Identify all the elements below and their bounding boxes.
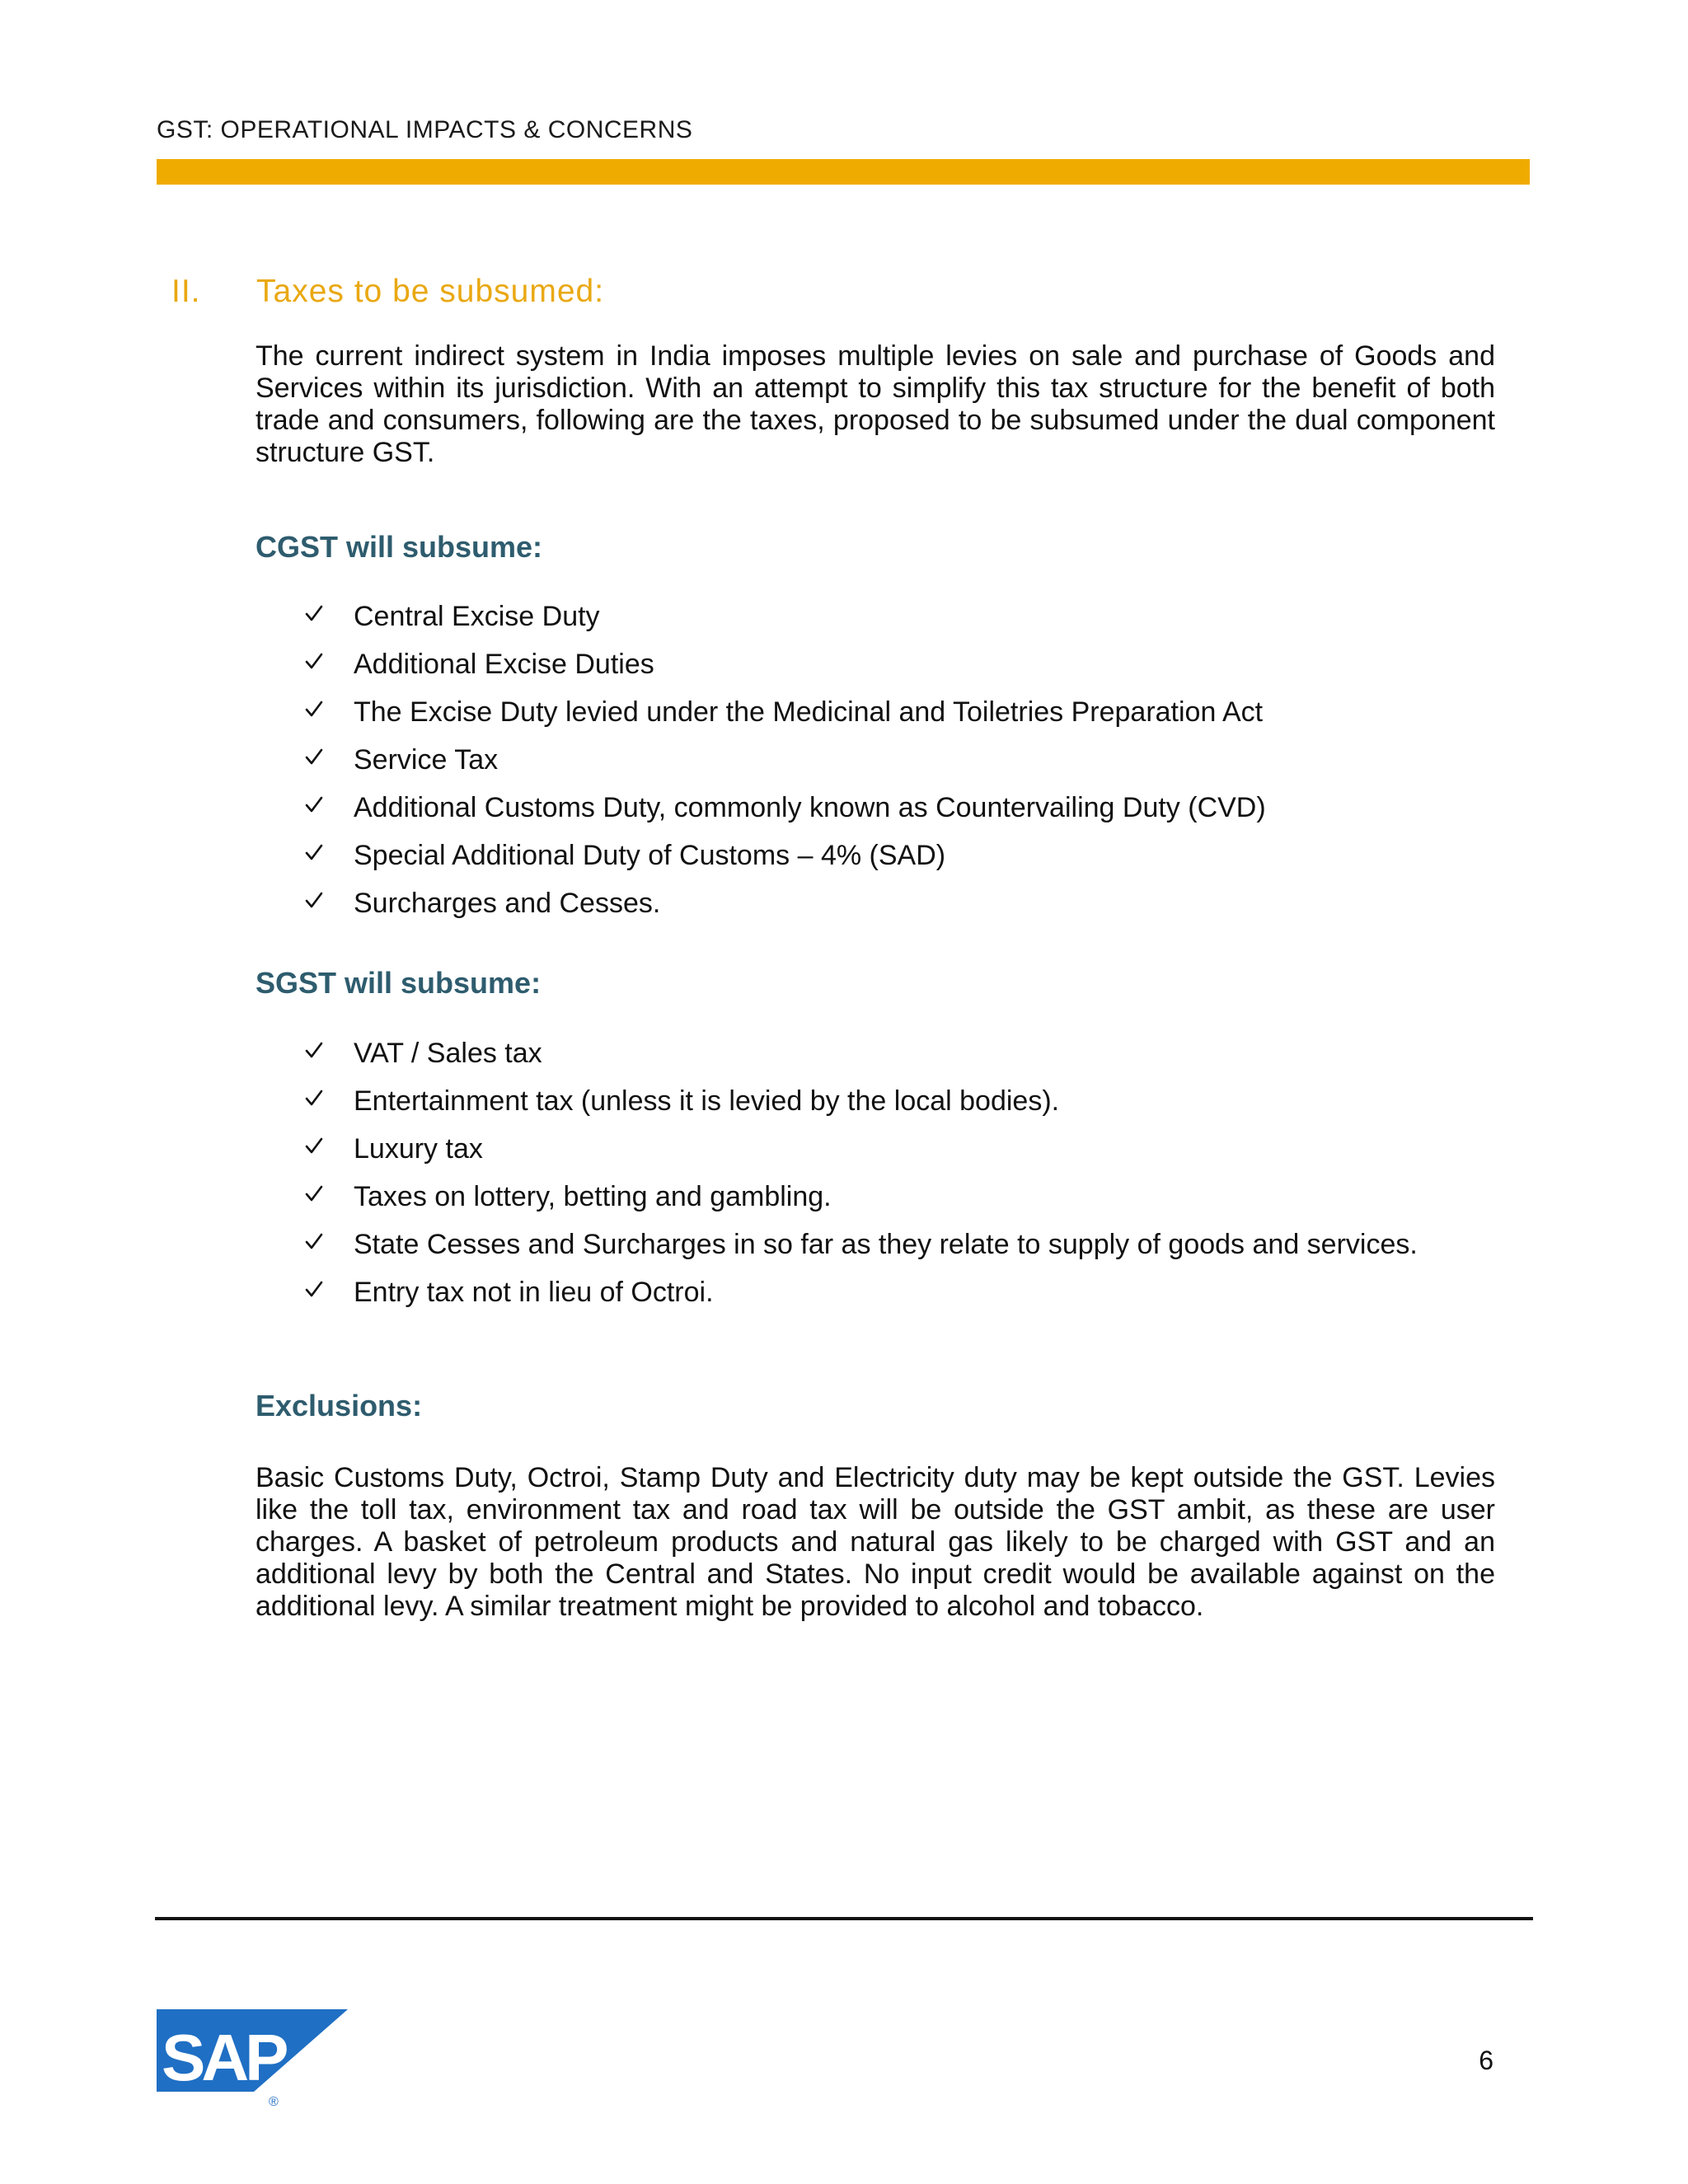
list-item-text: Entertainment tax (unless it is levied by the local bodies).	[354, 1085, 1060, 1117]
sgst-heading: SGST will subsume:	[256, 966, 542, 1000]
checkmark-icon	[305, 1041, 354, 1066]
list-item-text: Luxury tax	[354, 1132, 483, 1165]
checkmark-icon	[305, 891, 354, 916]
list-item	[305, 1077, 1418, 1125]
cgst-heading: CGST will subsume:	[256, 530, 543, 564]
list-item	[305, 736, 1266, 784]
list-item	[305, 1268, 1418, 1316]
list-item-text: Additional Excise Duties	[354, 648, 654, 680]
registered-mark: ®	[269, 2095, 279, 2108]
list-item-text: Service Tax	[354, 743, 499, 776]
section-title: Taxes to be subsumed:	[256, 274, 605, 309]
list-item-text: VAT / Sales tax	[354, 1037, 542, 1069]
checkmark-icon	[305, 1280, 354, 1305]
list-item	[305, 1125, 1418, 1173]
exclusions-heading: Exclusions:	[256, 1389, 423, 1422]
checkmark-icon	[305, 604, 354, 629]
footer-rule	[155, 1917, 1533, 1920]
list-item	[305, 784, 1266, 832]
list-item	[305, 640, 1266, 688]
cgst-list	[305, 593, 1266, 927]
checkmark-icon	[305, 843, 354, 868]
exclusions-paragraph: Basic Customs Duty, Octroi, Stamp Duty and Electricity duty may be kept outside the GST. Levies like the toll tax, environment tax and road tax will be outside the GST ambit, as these are user charges. A basket of petroleum products and natural gas likely to be charged with GST and an additional levy by both the Central and States. No input credit would be available against on the additional levy. A similar treatment might be provided to alcohol and tobacco.	[256, 1462, 1495, 1622]
section-number: II.	[171, 274, 201, 309]
checkmark-icon	[305, 748, 354, 772]
list-item-text: Central Excise Duty	[354, 600, 600, 632]
list-item-text: Taxes on lottery, betting and gambling.	[354, 1180, 832, 1212]
checkmark-icon	[305, 652, 354, 677]
list-item-text: State Cesses and Surcharges in so far as they relate to supply of goods and services.	[354, 1228, 1418, 1260]
checkmark-icon	[305, 1232, 354, 1257]
list-item	[305, 1173, 1418, 1221]
checkmark-icon	[305, 1137, 354, 1161]
list-item-text: The Excise Duty levied under the Medicinal and Toiletries Preparation Act	[354, 696, 1264, 728]
running-header-title: GST: OPERATIONAL IMPACTS & CONCERNS	[157, 116, 693, 143]
sap-logo-text: SAP	[162, 2021, 285, 2094]
list-item	[305, 593, 1266, 640]
checkmark-icon	[305, 1184, 354, 1209]
list-item-text: Surcharges and Cesses.	[354, 887, 661, 919]
checkmark-icon	[305, 795, 354, 820]
list-item	[305, 879, 1266, 927]
list-item	[305, 1029, 1418, 1077]
intro-paragraph: The current indirect system in India imposes multiple levies on sale and purchase of Goods and Services within its jurisdiction. With an attempt to simplify this tax structure for the benefit of both trade and consumers, following are the taxes, proposed to be subsumed under the dual component structure GST.	[256, 340, 1495, 468]
checkmark-icon	[305, 700, 354, 724]
list-item-text: Special Additional Duty of Customs – 4% (SAD)	[354, 839, 946, 871]
checkmark-icon	[305, 1089, 354, 1113]
sap-logo	[157, 2009, 348, 2108]
section-heading	[171, 274, 604, 310]
page-number: 6	[1479, 2046, 1493, 2075]
list-item	[305, 1221, 1418, 1268]
list-item	[305, 688, 1266, 736]
header-accent-bar	[157, 159, 1530, 185]
sgst-list	[305, 1029, 1418, 1316]
list-item	[305, 832, 1266, 879]
list-item-text: Additional Customs Duty, commonly known as Countervailing Duty (CVD)	[354, 791, 1266, 823]
list-item-text: Entry tax not in lieu of Octroi.	[354, 1276, 714, 1308]
